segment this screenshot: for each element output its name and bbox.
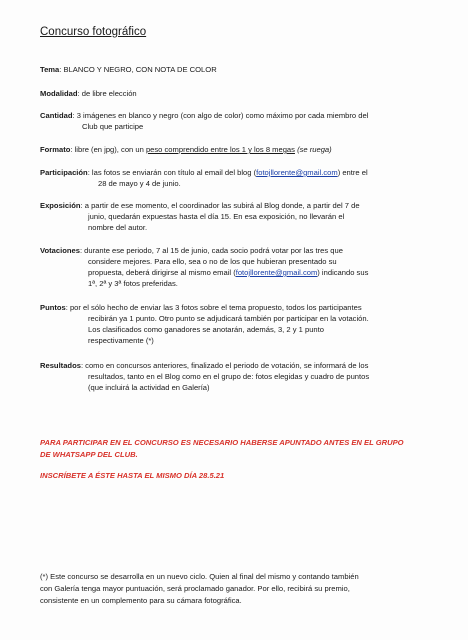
puntos-label: Puntos xyxy=(40,303,66,312)
participacion-line2: 28 de mayo y 4 de junio. xyxy=(98,179,181,188)
formato-pre: : libre (en jpg), con un xyxy=(70,145,146,154)
votaciones-line3-pre: propuesta, deberá dirigirse al mismo email ( xyxy=(88,268,236,277)
footnote-line2: con Galería tenga mayor puntuación, será proclamado ganador. Por ello, recibirá su premio, xyxy=(40,584,350,593)
votaciones-line3-post: ) indicando sus xyxy=(317,268,369,277)
section-votaciones xyxy=(40,245,343,256)
modalidad-value: : de libre elección xyxy=(77,89,137,98)
modalidad-label: Modalidad xyxy=(40,89,78,98)
participacion-line1-post: ) entre el xyxy=(337,168,368,177)
resultados-line2: resultados, tanto en el Blog como en el grupo de: fotos elegidas y cuadro de puntos xyxy=(88,372,370,381)
puntos-line2: recibirán ya 1 punto. Otro punto se adjudicará también por participar en la votación. xyxy=(88,314,369,323)
notice-line1: PARA PARTICIPAR EN EL CONCURSO ES NECESARIO HABERSE APUNTADO ANTES EN EL GRUPO xyxy=(40,438,404,447)
cantidad-line1: : 3 imágenes en blanco y negro (con algo de color) como máximo por cada miembro del xyxy=(72,111,369,120)
notice-line3: INSCRÍBETE A ÉSTE HASTA EL MISMO DÍA 28.5.21 xyxy=(40,471,225,480)
votaciones-line3 xyxy=(88,267,368,278)
section-puntos xyxy=(40,302,362,313)
participacion-email-link[interactable]: fotojllorente@gmail.com xyxy=(256,168,338,177)
notice-line2: DE WHATSAPP DEL CLUB. xyxy=(40,450,138,459)
puntos-line3: Los clasificados como ganadores se anotarán, además, 3, 2 y 1 punto xyxy=(88,325,324,334)
puntos-line1: : por el sólo hecho de enviar las 3 fotos sobre el tema propuesto, todos los participantes xyxy=(65,303,362,312)
exposicion-line1: : a partir de ese momento, el coordinador las subirá al Blog donde, a partir del 7 de xyxy=(80,201,360,210)
votaciones-email-link[interactable]: fotojllorente@gmail.com xyxy=(235,268,318,277)
cantidad-line2: Club que participe xyxy=(82,122,144,131)
cantidad-label: Cantidad xyxy=(40,111,73,120)
tema-label: Tema xyxy=(40,65,60,74)
resultados-line3: (que incluirá la actividad en Galería) xyxy=(88,383,210,392)
resultados-line1: : como en concursos anteriores, finalizado el periodo de votación, se informará de los xyxy=(80,361,369,370)
section-formato xyxy=(40,144,332,155)
section-tema xyxy=(40,64,217,75)
votaciones-label: Votaciones xyxy=(40,246,80,255)
tema-value: : BLANCO Y NEGRO, CON NOTA DE COLOR xyxy=(59,65,217,74)
participacion-label: Participación xyxy=(40,168,88,177)
section-cantidad xyxy=(40,110,368,121)
participacion-line1-pre: : las fotos se enviarán con título al email del blog ( xyxy=(87,168,257,177)
section-modalidad xyxy=(40,88,137,99)
section-exposicion xyxy=(40,200,360,211)
footnote-line3: consistente en un complemento para su cámara fotográfica. xyxy=(40,596,242,605)
footnote-line1: (*) Este concurso se desarrolla en un nuevo ciclo. Quien al final del mismo y contando también xyxy=(40,572,359,581)
exposicion-line2: junio, quedarán expuestas hasta el día 15. En esa exposición, no llevarán el xyxy=(88,212,345,221)
puntos-line4: respectivamente (*) xyxy=(88,336,154,345)
page-title: Concurso fotográfico xyxy=(40,26,147,38)
votaciones-line1: : durante ese periodo, 7 al 15 de junio, cada socio podrá votar por las tres que xyxy=(79,246,343,255)
formato-label: Formato xyxy=(40,145,71,154)
votaciones-line2: considere mejores. Para ello, sea o no de los que hubieran presentado su xyxy=(88,257,337,266)
votaciones-line4: 1ª, 2ª y 3ª fotos preferidas. xyxy=(88,279,178,288)
resultados-label: Resultados xyxy=(40,361,81,370)
exposicion-label: Exposición xyxy=(40,201,81,210)
formato-underlined: peso comprendido entre los 1 y los 8 megas xyxy=(145,145,295,154)
formato-italic: (se ruega) xyxy=(297,145,332,154)
exposicion-line3: nombre del autor. xyxy=(88,223,148,232)
section-participacion xyxy=(40,167,368,178)
section-resultados xyxy=(40,360,368,371)
